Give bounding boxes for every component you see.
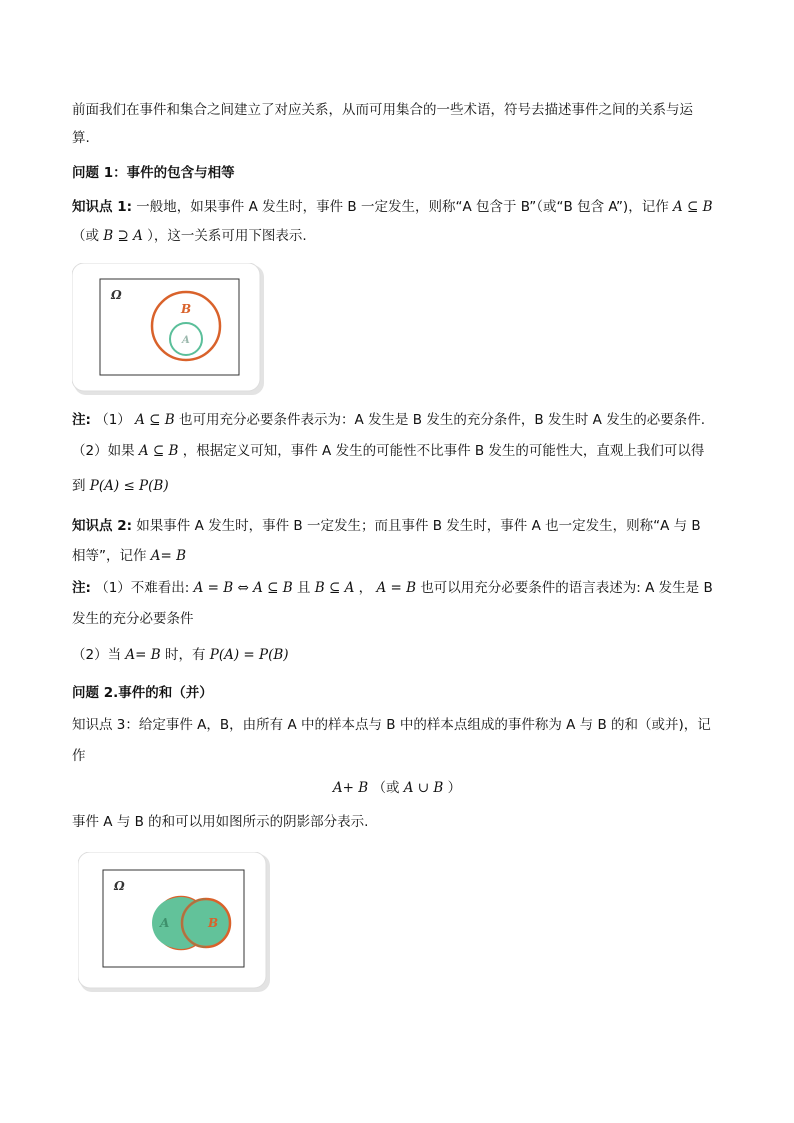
note3-expr3: A = B — [376, 580, 417, 596]
note3-label: 注: — [72, 580, 91, 596]
kp1-line2-open: （或 — [72, 228, 99, 244]
b-label: B — [181, 302, 192, 316]
kp2-text: 如果事件 A 发生时，事件 B 一定发生；而且事件 B 发生时，事件 A 也一定发生，则称“A 与 B — [136, 518, 701, 534]
kp1-line2-text: ），这一关系可用下图表示. — [147, 228, 307, 244]
a-label: A — [182, 335, 190, 346]
note2-pre: （2）如果 — [72, 443, 135, 459]
knowledge-point-1 — [72, 197, 713, 217]
note-1 — [72, 410, 705, 430]
note2-text: ，根据定义可知，事件 A 发生的可能性不比事件 B 发生的可能性大，直观上我们可以得 — [182, 443, 705, 459]
question-2-heading: 问题 2.事件的和（并） — [72, 685, 213, 701]
note2-line2-pre: 到 — [72, 478, 86, 494]
note3-expr2: B ⊆ A — [314, 580, 355, 596]
note2-line2-expr: P(A) ≤ P(B) — [89, 478, 169, 494]
kp1-line2-expr: B ⊇ A — [103, 228, 143, 244]
formula-open: （或 — [372, 780, 400, 796]
note4-expr2: P(A) = P(B) — [209, 647, 289, 663]
formula-close: ） — [447, 780, 462, 796]
formula-union: A ∪ B — [403, 780, 444, 796]
note3-comma: ， — [358, 580, 373, 596]
omega-label: Ω — [111, 288, 122, 302]
formula-expr: A+ B — [332, 780, 369, 796]
inclusion-venn-figure — [72, 263, 272, 401]
union-formula — [0, 778, 794, 798]
figure-2-caption: 事件 A 与 B 的和可以用如图所示的阴影部分表示. — [72, 814, 369, 830]
note-4 — [72, 645, 289, 665]
question-1-heading: 问题 1：事件的包含与相等 — [72, 165, 235, 181]
note-2-line-2 — [72, 476, 169, 496]
kp1-label: 知识点 1: — [72, 199, 132, 215]
note-2 — [72, 441, 704, 461]
note1-expr: A ⊆ B — [135, 412, 175, 428]
knowledge-point-3: 知识点 3：给定事件 A，B，由所有 A 中的样本点与 B 中的样本点组成的事件称为 A 与 B 的和（或并)，记 — [72, 717, 711, 733]
inclusion-venn-svg — [72, 263, 272, 401]
note3-and: 且 — [296, 580, 311, 596]
union-venn-figure — [78, 852, 274, 996]
note1-num: （1） — [95, 412, 131, 428]
note4-expr1: A= B — [125, 647, 161, 663]
knowledge-point-3-line-2: 作 — [72, 748, 86, 764]
union-venn-svg — [78, 852, 274, 996]
intro-line-2: 算. — [72, 130, 90, 146]
kp2-line2-text: 相等”，记作 — [72, 548, 147, 564]
kp2-line2-expr: A= B — [150, 548, 187, 564]
note3-expr1: A = B ⇔ A ⊆ B — [193, 580, 293, 596]
b-label: B — [208, 916, 219, 930]
omega-label: Ω — [114, 879, 125, 893]
note3-text1: （1）不难看出: — [95, 580, 190, 596]
note-3 — [72, 578, 713, 598]
kp1-expr: A ⊆ B — [673, 199, 713, 215]
kp2-label: 知识点 2: — [72, 518, 132, 534]
note3-text2: 也可以用充分必要条件的语言表述为: A 发生是 B — [420, 580, 713, 596]
kp1-text: 一般地，如果事件 A 发生时，事件 B 一定发生，则称“A 包含于 B”（或“B 包含 A”)，记作 — [136, 199, 669, 215]
intro-line-1: 前面我们在事件和集合之间建立了对应关系，从而可用集合的一些术语，符号去描述事件之间的关系与运 — [72, 102, 693, 118]
note2-expr: A ⊆ B — [138, 443, 179, 459]
note1-text: 也可用充分必要条件表示为：A 发生是 B 发生的充分条件，B 发生时 A 发生的必要条件. — [178, 412, 705, 428]
a-label: A — [160, 916, 170, 930]
note-label: 注: — [72, 412, 91, 428]
knowledge-point-2-line-2 — [72, 546, 186, 566]
knowledge-point-2 — [72, 516, 701, 536]
note4-pre: （2）当 — [72, 647, 122, 663]
note4-mid: 时，有 — [164, 647, 206, 663]
note-3-line-2: 发生的充分必要条件 — [72, 611, 194, 627]
knowledge-point-1-line-2 — [72, 226, 307, 246]
